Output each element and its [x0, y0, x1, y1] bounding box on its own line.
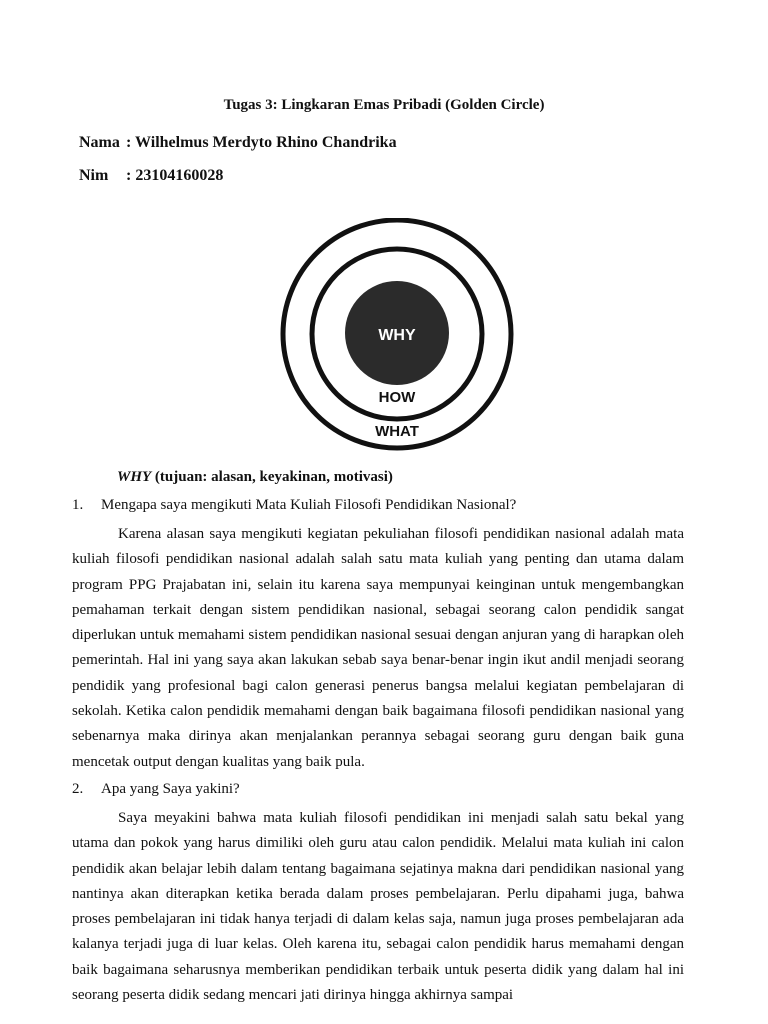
section-heading [117, 469, 393, 486]
section-heading-italic: WHY [117, 469, 152, 485]
question-2 [72, 781, 240, 798]
question-number: 1. [72, 497, 84, 513]
name-value: : Wilhelmus Merdyto Rhino Chandrika [126, 134, 397, 151]
nim-label: Nim [79, 167, 109, 184]
why-label: WHY [378, 327, 416, 344]
question-text: Mengapa saya mengikuti Mata Kuliah Filosofi Pendidikan Nasional? [101, 497, 517, 513]
question-1 [72, 497, 516, 514]
nim-line [79, 167, 223, 185]
name-label: Nama [79, 134, 120, 151]
nim-value: : 23104160028 [126, 167, 224, 184]
section-heading-rest: (tujuan: alasan, keyakinan, motivasi) [151, 469, 393, 485]
document-title: Tugas 3: Lingkaran Emas Pribadi (Golden Circle) [223, 97, 545, 113]
how-label: HOW [378, 389, 416, 406]
name-line [79, 134, 397, 152]
answer-2: Saya meyakini bahwa mata kuliah filosofi pendidikan ini menjadi salah satu bekal yang utama dan pokok yang harus dimiliki oleh guru atau calon pendidik. Melalui mata kuliah ini calon pendidik akan belajar lebih dalam tentang bagaimana sejatinya makna dari pendidikan nasional yang nantinya akan diterapkan ketika berada dalam proses pembelajaran. Perlu dipahami juga, bahwa proses pembelajaran ini tidak hanya terjadi di dalam kelas saja, namun juga proses pembelajaran ada kalanya terjadi juga di luar kelas. Oleh karena itu, sebagai calon pendidik harus memahami dengan baik bagaimana seharusnya memberikan pendidikan terbaik untuk peserta didik yang dalam hal ini seorang peserta didik sedang mencari jati dirinya hingga akhirnya sampai [72, 810, 684, 1004]
golden-circle-diagram [276, 218, 520, 452]
what-label: WHAT [375, 423, 419, 440]
question-number: 2. [72, 781, 84, 797]
question-text: Apa yang Saya yakini? [101, 781, 240, 797]
answer-1: Karena alasan saya mengikuti kegiatan pekuliahan filosofi pendidikan nasional adalah mata kuliah filosofi pendidikan nasional adalah salah satu mata kuliah yang penting dan utama dalam program PPG Prajabatan ini, selain itu karena saya mempunyai keinginan untuk mengembangkan pemahaman terkait dengan sistem pendidikan nasional, sebagai seorang calon pendidik sangat diperlukan untuk memahami sistem pendidikan nasional sesuai dengan anjuran yang di harapkan oleh pemerintah. Hal ini yang saya akan lakukan sebab saya benar-benar ingin ikut andil menjadi seorang pendidik yang profesional bagi calon generasi penerus bangsa melalui kegiatan pembelajaran di sekolah. Ketika calon pendidik memahami dengan baik bagaimana filosofi pendidikan nasional yang sebenarnya maka dirinya akan menjalankan perannya sebagai seorang guru dengan baik guna mencetak output dengan kualitas yang baik pula. [72, 526, 684, 770]
